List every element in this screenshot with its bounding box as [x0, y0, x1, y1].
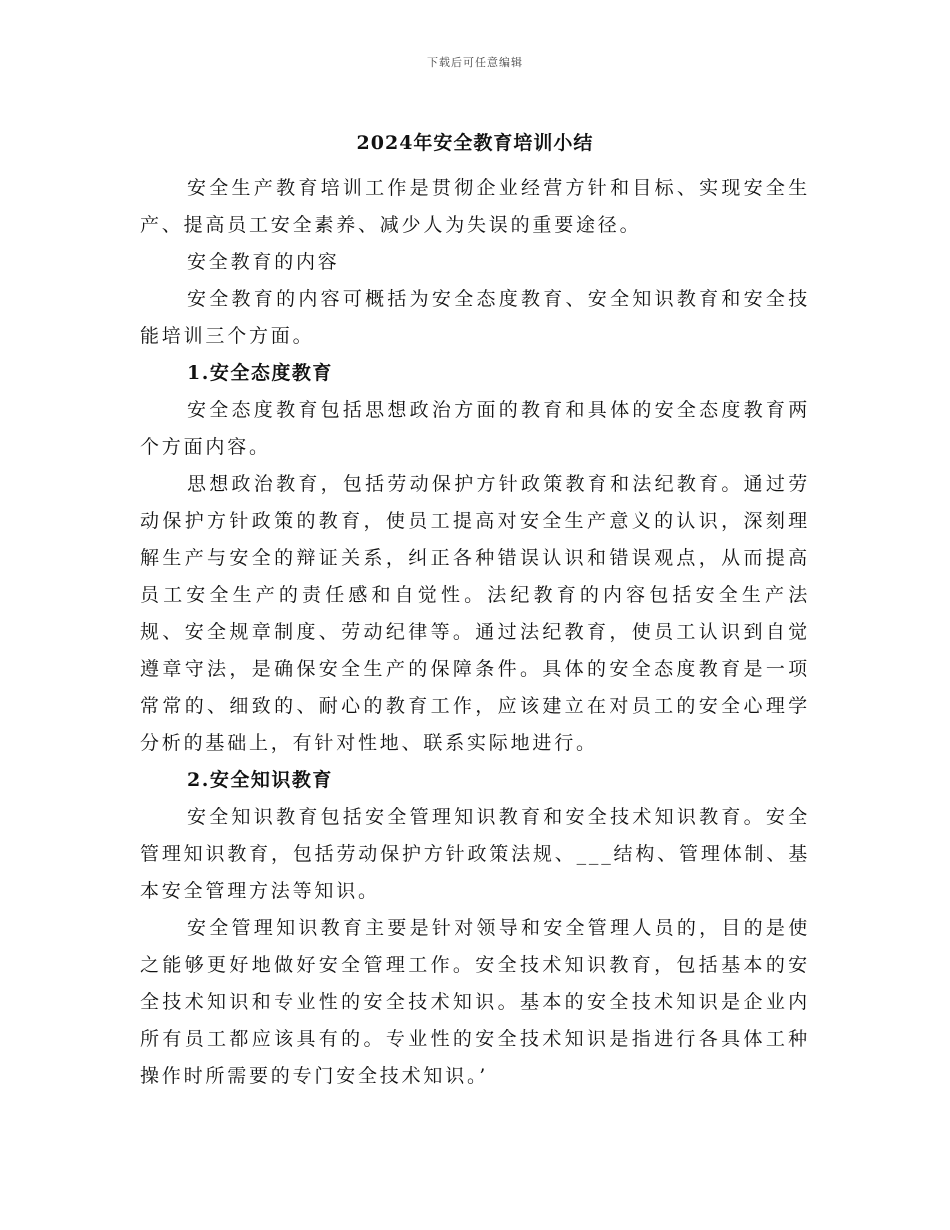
document-title: 2024年安全教育培训小结: [356, 132, 594, 154]
paragraph-knowledge-summary: 安全知识教育包括安全管理知识教育和安全技术知识教育。安全管理知识教育，包括劳动保护方针政策法规、___结构、管理体制、基本安全管理方法等知识。: [140, 806, 810, 902]
paragraph-attitude-summary: 安全态度教育包括思想政治方面的教育和具体的安全态度教育两个方面内容。: [140, 399, 810, 458]
paragraph-overview: 安全教育的内容可概括为安全态度教育、安全知识教育和安全技能培训三个方面。: [140, 288, 810, 347]
paragraph-intro: 安全生产教育培训工作是贯彻企业经营方针和目标、实现安全生产、提高员工安全素养、减少人为失误的重要途径。: [140, 177, 810, 236]
paragraph-section-label: 安全教育的内容: [187, 251, 340, 273]
paragraph-political-education: 思想政治教育，包括劳动保护方针政策教育和法纪教育。通过劳动保护方针政策的教育，使员工提高对安全生产意义的认识，深刻理解生产与安全的辩证关系，纠正各种错误认识和错误观点，从而提高员工安全生产的责任感和自觉性。法纪教育的内容包括安全生产法规、安全规章制度、劳动纪律等。通过法纪教育，使员工认识到自觉遵章守法，是确保安全生产的保障条件。具体的安全态度教育是一项常常的、细致的、耐心的教育工作，应该建立在对员工的安全心理学分析的基础上，有针对性地、联系实际地进行。: [140, 473, 810, 754]
paragraph-management-knowledge: 安全管理知识教育主要是针对领导和安全管理人员的，目的是使之能够更好地做好安全管理工作。安全技术知识教育，包括基本的安全技术知识和专业性的安全技术知识。基本的安全技术知识是企业内所有员工都应该具有的。专业性的安全技术知识是指进行各具体工种操作时所需要的专门安全技术知识。’: [140, 917, 810, 1087]
heading-knowledge-education: 2.安全知识教育: [187, 769, 333, 791]
page-header-note: 下载后可任意编辑: [427, 56, 523, 69]
document-body: [140, 170, 810, 1095]
heading-attitude-education: 1.安全态度教育: [187, 362, 333, 384]
